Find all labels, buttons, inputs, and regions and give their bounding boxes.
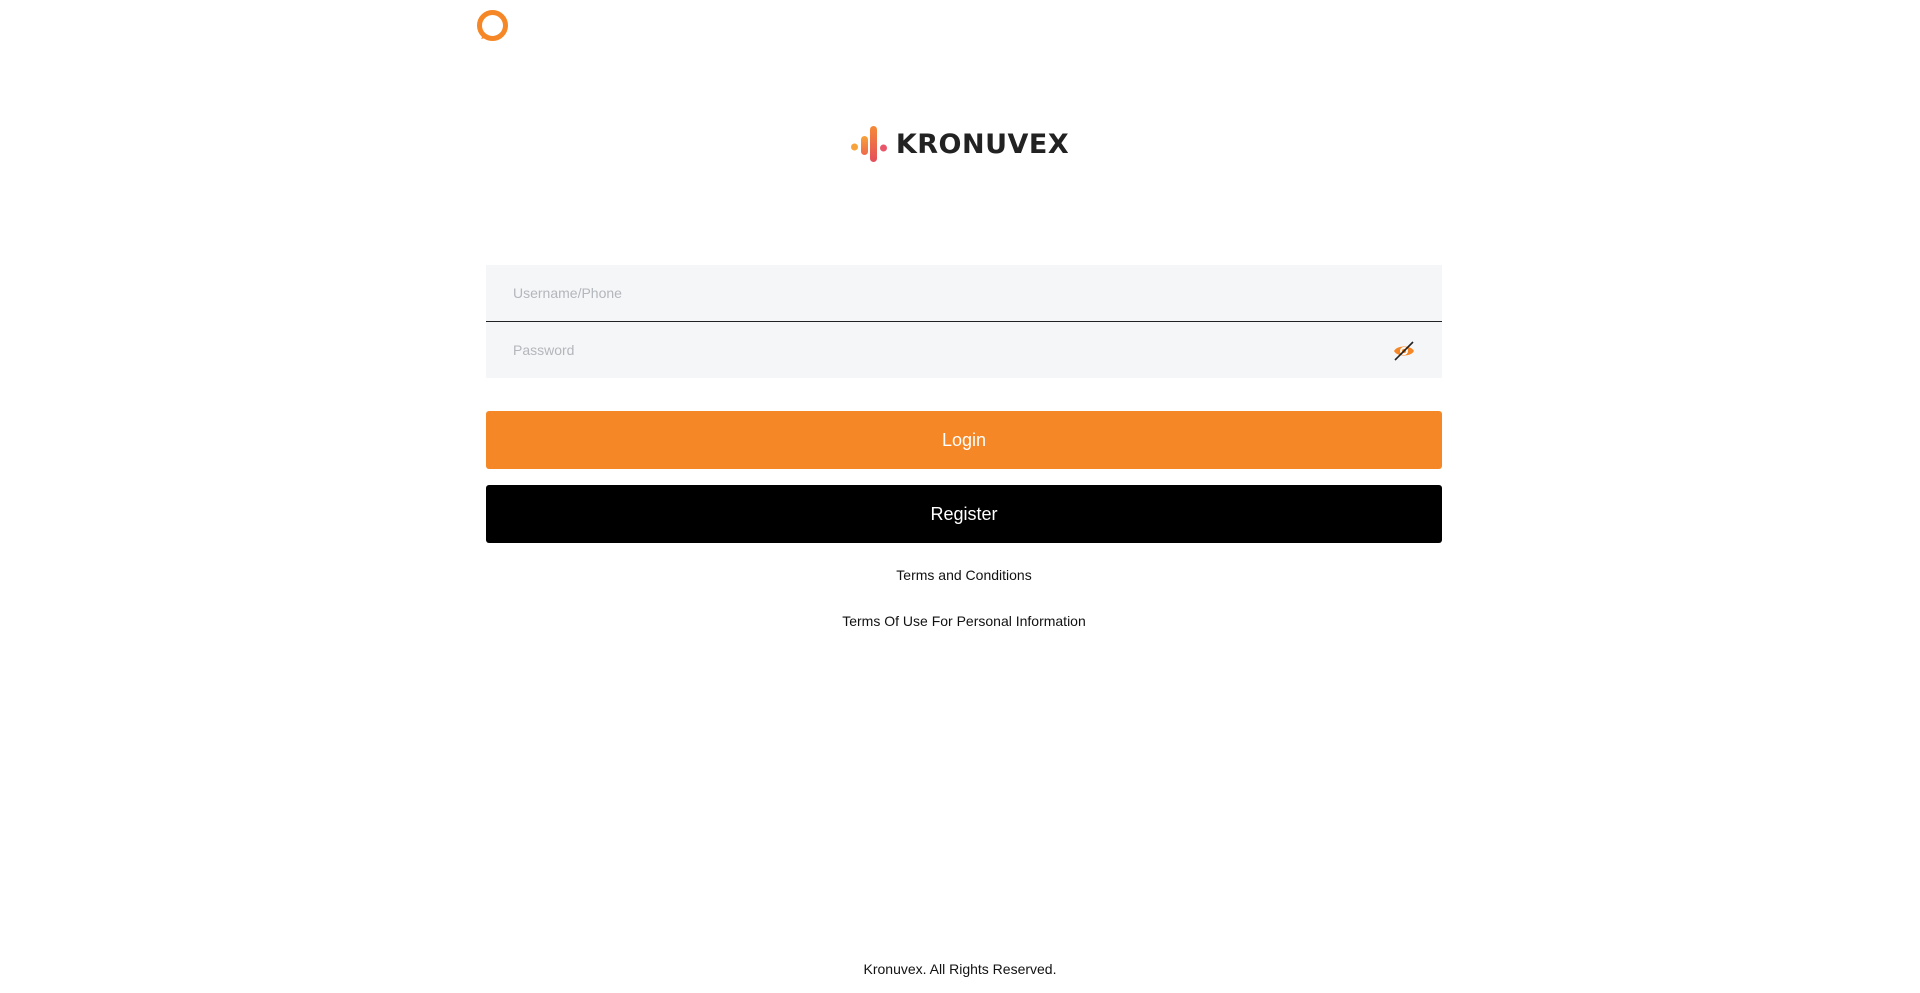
username-field-container xyxy=(486,265,1442,322)
login-button[interactable]: Login xyxy=(486,411,1442,469)
eye-slash-icon[interactable] xyxy=(1392,340,1416,362)
register-button[interactable]: Register xyxy=(486,485,1442,543)
terms-link[interactable]: Terms and Conditions xyxy=(896,567,1032,583)
audio-bars-logo-icon xyxy=(851,125,888,163)
chat-bubble-icon[interactable] xyxy=(477,10,508,41)
username-input[interactable] xyxy=(486,265,1442,321)
brand-header xyxy=(0,125,1920,163)
privacy-terms-link[interactable]: Terms Of Use For Personal Information xyxy=(842,613,1086,629)
login-form xyxy=(486,265,1442,630)
brand-name: KRONUVEX xyxy=(895,128,1070,160)
password-input[interactable] xyxy=(486,322,1442,378)
brand-logo xyxy=(851,125,1069,163)
footer-copyright: Kronuvex. All Rights Reserved. xyxy=(863,961,1057,977)
legal-links xyxy=(486,566,1442,630)
password-field-container xyxy=(486,322,1442,378)
